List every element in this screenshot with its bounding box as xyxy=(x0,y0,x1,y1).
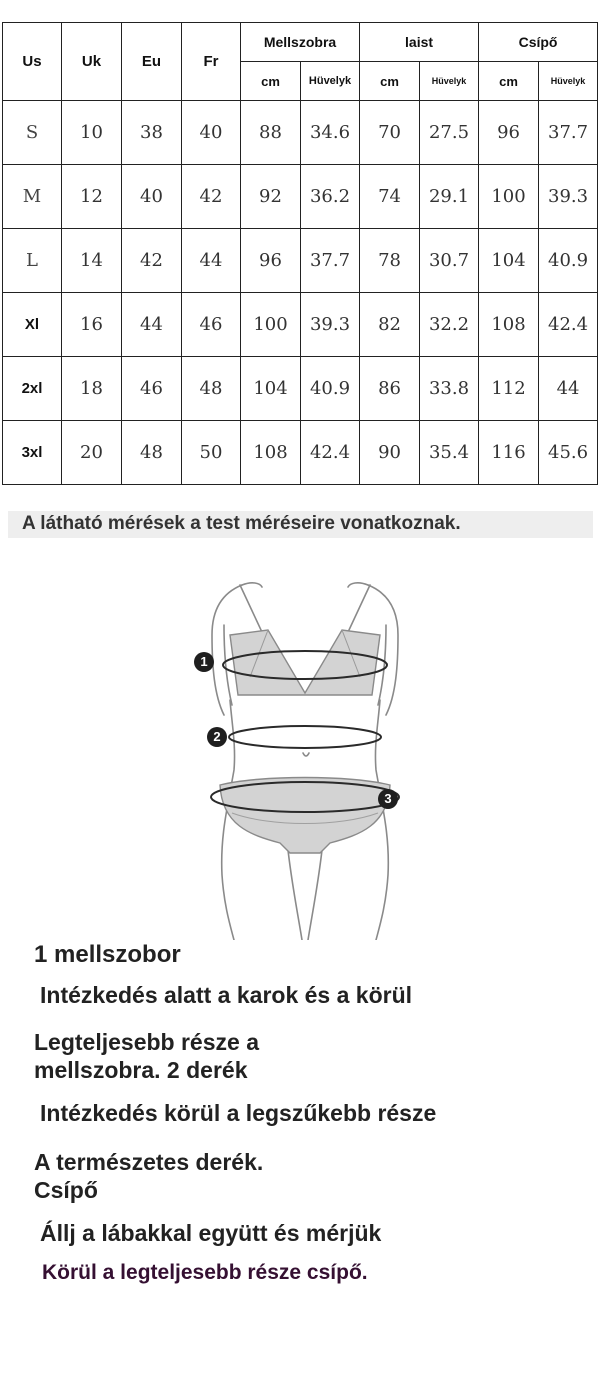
cell-hip-inch: 37.7 xyxy=(539,101,598,165)
cell-waist-cm: 86 xyxy=(360,357,420,421)
instruction-line-3a: Legteljesebb része a xyxy=(34,1029,259,1055)
header-waist-cm: cm xyxy=(360,62,420,101)
cell-bust-inch: 39.3 xyxy=(301,293,360,357)
cell-hip-inch: 42.4 xyxy=(539,293,598,357)
cell-size-eu: 44 xyxy=(122,293,182,357)
measurement-note: A látható mérések a test méréseire vonatkoznak. xyxy=(22,513,461,534)
header-bust-inch: Hüvelyk xyxy=(301,62,360,101)
instruction-waist-line: Intézkedés körül a legszűkebb része xyxy=(40,1100,437,1126)
size-chart-table xyxy=(2,22,598,485)
instruction-hip-detail: Körül a legteljesebb része csípő. xyxy=(42,1261,368,1284)
cell-bust-cm: 96 xyxy=(241,229,301,293)
cell-size-eu: 48 xyxy=(122,421,182,485)
cell-size-fr: 44 xyxy=(182,229,241,293)
cell-size-us: L xyxy=(3,229,62,293)
cell-size-us: Xl xyxy=(3,293,62,357)
cell-hip-inch: 39.3 xyxy=(539,165,598,229)
cell-bust-cm: 100 xyxy=(241,293,301,357)
cell-bust-inch: 34.6 xyxy=(301,101,360,165)
instruction-line-3b: mellszobra. 2 derék xyxy=(34,1057,248,1083)
header-waist-inch: Hüvelyk xyxy=(420,62,479,101)
cell-waist-inch: 32.2 xyxy=(420,293,479,357)
cell-waist-cm: 74 xyxy=(360,165,420,229)
cell-size-uk: 18 xyxy=(62,357,122,421)
cell-size-uk: 10 xyxy=(62,101,122,165)
instruction-line-5b: Csípő xyxy=(34,1177,98,1203)
header-bust-cm: cm xyxy=(241,62,301,101)
header-us: Us xyxy=(3,23,62,101)
instruction-bust-title: 1 mellszobor xyxy=(34,941,181,968)
cell-size-uk: 14 xyxy=(62,229,122,293)
instruction-bust-line: Intézkedés alatt a karok és a körül xyxy=(40,982,413,1008)
cell-hip-inch: 44 xyxy=(539,357,598,421)
marker-2-waist: 2 xyxy=(207,727,227,747)
cell-size-fr: 40 xyxy=(182,101,241,165)
cell-waist-cm: 82 xyxy=(360,293,420,357)
cell-hip-cm: 100 xyxy=(479,165,539,229)
cell-waist-cm: 70 xyxy=(360,101,420,165)
cell-hip-inch: 40.9 xyxy=(539,229,598,293)
cell-waist-inch: 33.8 xyxy=(420,357,479,421)
body-outline-illustration xyxy=(190,565,420,940)
body-measurement-figure xyxy=(190,565,420,940)
cell-size-eu: 38 xyxy=(122,101,182,165)
table-row xyxy=(3,229,598,293)
header-fr: Fr xyxy=(182,23,241,101)
cell-size-fr: 50 xyxy=(182,421,241,485)
instruction-line-5a: A természetes derék. xyxy=(34,1149,264,1175)
cell-size-uk: 20 xyxy=(62,421,122,485)
cell-size-us: S xyxy=(3,101,62,165)
header-hip-cm: cm xyxy=(479,62,539,101)
table-row xyxy=(3,357,598,421)
cell-size-us: 3xl xyxy=(3,421,62,485)
cell-bust-cm: 108 xyxy=(241,421,301,485)
cell-waist-inch: 35.4 xyxy=(420,421,479,485)
cell-size-eu: 42 xyxy=(122,229,182,293)
cell-waist-inch: 27.5 xyxy=(420,101,479,165)
cell-size-uk: 12 xyxy=(62,165,122,229)
cell-hip-cm: 96 xyxy=(479,101,539,165)
cell-size-fr: 46 xyxy=(182,293,241,357)
header-hip-inch: Hüvelyk xyxy=(539,62,598,101)
cell-size-us: 2xl xyxy=(3,357,62,421)
cell-waist-inch: 29.1 xyxy=(420,165,479,229)
table-row xyxy=(3,421,598,485)
cell-size-fr: 48 xyxy=(182,357,241,421)
cell-waist-cm: 78 xyxy=(360,229,420,293)
marker-3-hip: 3 xyxy=(378,789,398,809)
cell-size-eu: 40 xyxy=(122,165,182,229)
cell-size-uk: 16 xyxy=(62,293,122,357)
instruction-hip-line: Állj a lábakkal együtt és mérjük xyxy=(40,1220,382,1246)
cell-size-us: M xyxy=(3,165,62,229)
cell-waist-cm: 90 xyxy=(360,421,420,485)
header-uk: Uk xyxy=(62,23,122,101)
cell-size-eu: 46 xyxy=(122,357,182,421)
table-row xyxy=(3,101,598,165)
cell-bust-inch: 36.2 xyxy=(301,165,360,229)
cell-bust-inch: 37.7 xyxy=(301,229,360,293)
header-eu: Eu xyxy=(122,23,182,101)
cell-hip-cm: 116 xyxy=(479,421,539,485)
cell-bust-inch: 40.9 xyxy=(301,357,360,421)
cell-bust-inch: 42.4 xyxy=(301,421,360,485)
cell-hip-cm: 104 xyxy=(479,229,539,293)
header-hip: Csípő xyxy=(479,23,598,62)
cell-hip-cm: 112 xyxy=(479,357,539,421)
header-row-main xyxy=(3,23,598,62)
cell-bust-cm: 92 xyxy=(241,165,301,229)
header-bust: Mellszobra xyxy=(241,23,360,62)
instruction-bust-detail xyxy=(34,1028,259,1084)
cell-hip-inch: 45.6 xyxy=(539,421,598,485)
cell-hip-cm: 108 xyxy=(479,293,539,357)
cell-bust-cm: 104 xyxy=(241,357,301,421)
table-row xyxy=(3,293,598,357)
marker-1-bust: 1 xyxy=(194,652,214,672)
instruction-waist-detail xyxy=(34,1148,263,1204)
table-row xyxy=(3,165,598,229)
table-body xyxy=(3,101,598,485)
cell-bust-cm: 88 xyxy=(241,101,301,165)
cell-size-fr: 42 xyxy=(182,165,241,229)
cell-waist-inch: 30.7 xyxy=(420,229,479,293)
header-waist: laist xyxy=(360,23,479,62)
